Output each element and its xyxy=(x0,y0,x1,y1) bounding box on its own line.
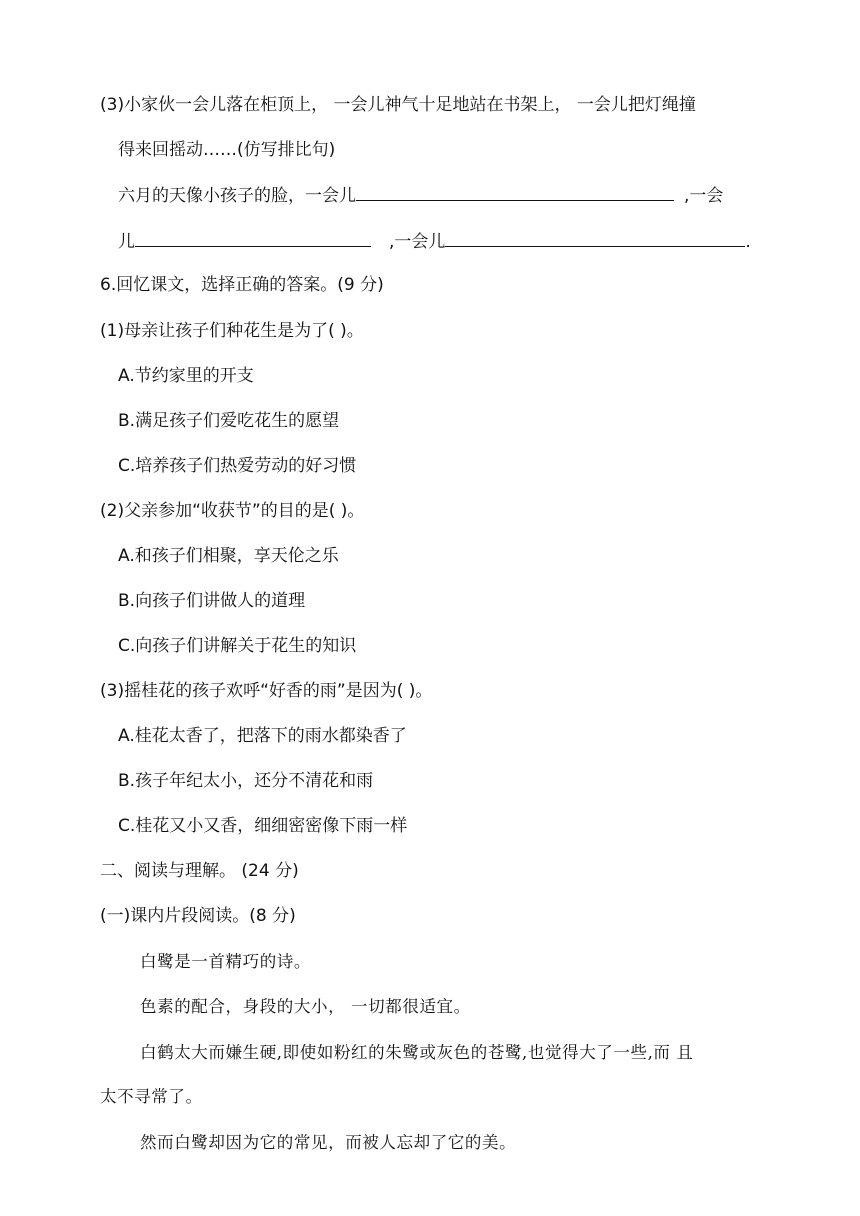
section2-sub1: (一)课内片段阅读。(8 分) xyxy=(100,906,296,926)
answer-blank-1[interactable] xyxy=(356,182,674,201)
q5-3-line3 xyxy=(118,182,723,209)
q5-3-line1: (3)小家伙一会儿落在柜顶上， 一会儿神气十足地站在书架上， 一会儿把灯绳撞 xyxy=(100,95,696,115)
q6-2-option-a: A.和孩子们相聚，享天伦之乐 xyxy=(118,546,339,566)
q6-2-option-b: B.向孩子们讲做人的道理 xyxy=(118,591,306,611)
q6-title: 6.回忆课文，选择正确的答案。(9 分) xyxy=(100,275,384,295)
q6-3-stem: (3)摇桂花的孩子欢呼“好香的雨”是因为( )。 xyxy=(100,681,433,701)
q6-3-option-c: C.桂花又小又香，细细密密像下雨一样 xyxy=(118,816,408,836)
passage-p4: 然而白鹭却因为它的常见，而被人忘却了它的美。 xyxy=(140,1133,517,1152)
q6-1-option-a: A.节约家里的开支 xyxy=(118,366,254,386)
q6-1-option-c: C.培养孩子们热爱劳动的好习惯 xyxy=(118,456,357,476)
q5-3-line4-start: 儿 xyxy=(118,232,135,252)
passage-p3-line1: 白鹤太大而嫌生硬,即使如粉红的朱鹭或灰色的苍鹭,也觉得大了一些,而 且 xyxy=(140,1043,694,1062)
q5-3-line3-start: 六月的天像小孩子的脸，一会儿 xyxy=(118,186,356,206)
q6-2-option-c: C.向孩子们讲解关于花生的知识 xyxy=(118,636,357,656)
q5-3-line2: 得来回摇动……(仿写排比句) xyxy=(118,140,336,160)
q6-3-option-a: A.桂花太香了，把落下的雨水都染香了 xyxy=(118,726,407,746)
q6-3-option-b: B.孩子年纪太小，还分不清花和雨 xyxy=(118,771,374,791)
q6-1-option-b: B.满足孩子们爱吃花生的愿望 xyxy=(118,411,340,431)
answer-blank-2[interactable] xyxy=(135,228,371,247)
section2-title: 二、阅读与理解。 (24 分) xyxy=(100,861,299,881)
q5-3-line3-end: ,一会 xyxy=(684,186,724,206)
q5-3-line4-mid: ,一会儿 xyxy=(389,232,446,252)
passage-p2: 色素的配合，身段的大小， 一切都很适宜。 xyxy=(140,997,471,1016)
passage-p1: 白鹭是一首精巧的诗。 xyxy=(140,952,311,971)
answer-blank-3[interactable] xyxy=(445,228,745,247)
q5-3-line4 xyxy=(118,228,751,255)
q5-3-line4-end: . xyxy=(745,232,751,252)
passage-p3-line2: 太不寻常了。 xyxy=(100,1087,203,1106)
q6-1-stem: (1)母亲让孩子们种花生是为了( )。 xyxy=(100,321,364,341)
q6-2-stem: (2)父亲参加“收获节”的目的是( )。 xyxy=(100,501,365,521)
